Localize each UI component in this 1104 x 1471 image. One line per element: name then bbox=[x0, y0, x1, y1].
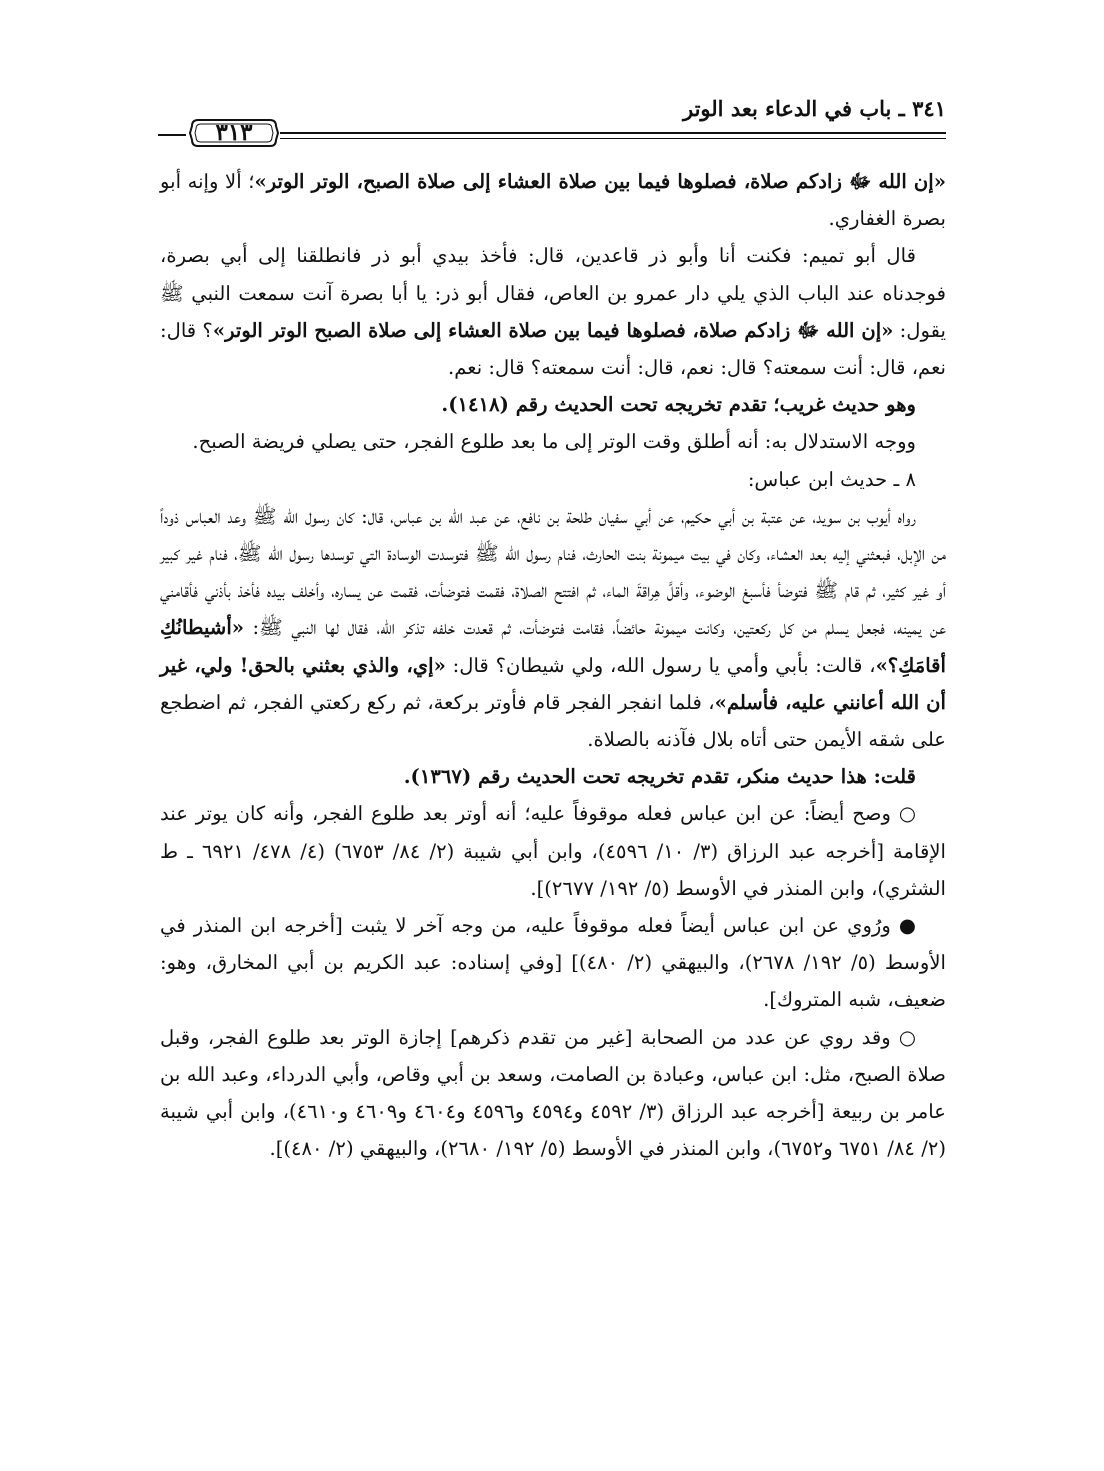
bold-text-segment: «أشيطانُكِ أقامَكِ؟» bbox=[160, 616, 946, 677]
page-number: ٣١٣ bbox=[215, 119, 253, 146]
text-segment: رواه أيوب بن سويد، عن عتبة بن أبي حكيم، عن أبي سفيان طلحة بن نافع، عن عبد الله بن عباس، قال: كان رسول الله ﷺ وعد العباس ذوداً من الإبل، فبعثني إليه بعد العشاء، وكان في بيت ميمونة بنت الحارث، فنام رسول الله ﷺ فتوسدت الوسادة التي توسدها رسول الله ﷺ، فنام غير كبير أو غير كثير، ثم قام ﷺ فتوضأ فأسبغ الوضوء، وأقلَّ هِراقةَ الماء، ثم افتتح الصلاة، فقمت فتوضأت، فقمت عن يساره، وأخلف بيده فأخذ بأذني فأقامني عن يمينه، فجعل يسلم من كل ركعتين، وكانت ميمونة حائضاً، فقامت فتوضأت، ثم قعدت خلفه تذكر الله، فقال لها النبي ﷺ: bbox=[160, 504, 946, 640]
paragraph-p4 bbox=[160, 423, 946, 460]
paragraph-p2 bbox=[160, 237, 946, 386]
text-segment: ؟ قال: نعم، قال: أنت سمعته؟ قال: نعم، قال: أنت سمعته؟ قال: نعم. bbox=[160, 318, 946, 380]
paragraph-p7 bbox=[160, 758, 946, 795]
paragraph-p3 bbox=[160, 386, 946, 423]
body-text bbox=[160, 163, 946, 1167]
text-segment: ووجه الاستدلال به: أنه أطلق وقت الوتر إلى ما بعد طلوع الفجر، حتى يصلي فريضة الصبح. bbox=[192, 430, 916, 454]
bold-text-segment: وهو حديث غريب؛ تقدم تخريجه تحت الحديث رقم (١٤١٨). bbox=[441, 393, 916, 417]
page-header bbox=[158, 88, 946, 158]
bold-text-segment: قلت: هذا حديث منكر، تقدم تخريجه تحت الحديث رقم (١٣٦٧). bbox=[403, 765, 916, 789]
text-segment: ○ وصح أيضاً: عن ابن عباس فعله موقوفاً عليه؛ أنه أوتر بعد طلوع الفجر، وأنه كان يوتر عند الإقامة [أخرجه عبد الرزاق (٣/ ١٠/ ٤٥٩٦)، وابن أبي شيبة (٢/ ٨٤/ ٦٧٥٣) (٤/ ٤٧٨/ ٦٩٢١ ـ ط الشثري)، وابن المنذر في الأوسط (٥/ ١٩٢/ ٢٦٧٧)]. bbox=[160, 802, 946, 900]
paragraph-p1 bbox=[160, 163, 946, 237]
bold-text-segment: «إي، والذي بعثني بالحق! ولي، غير أن الله أعانني عليه، فأسلم» bbox=[160, 653, 946, 714]
text-segment: قال أبو تميم: فكنت أنا وأبو ذر قاعدين، قال: فأخذ بيدي أبو ذر فانطلقنا إلى أبي بصرة، فوجدناه عند الباب الذي يلي دار عمرو بن العاص، فقال أبو ذر: يا أبا بصرة آنت سمعت النبي ﷺ يقول: bbox=[160, 244, 946, 342]
paragraph-p10 bbox=[160, 1019, 946, 1168]
text-segment: ٨ ـ حديث ابن عباس: bbox=[747, 467, 916, 491]
text-segment: ○ وقد روي عن عدد من الصحابة [غير من تقدم ذكرهم] إجازة الوتر بعد طلوع الفجر، وقبل صلاة الصبح، مثل: ابن عباس، وعبادة بن الصامت، وسعد بن أبي وقاص، وأبي الدرداء، وعبد الله بن عامر بن ربيعة [أخرجه عبد الرزاق (٣/ ٤٥٩٢ و٤٥٩٤ و٤٥٩٦ و٤٦٠٤ و٤٦٠٩ و٤٦١٠)، وابن أبي شيبة (٢/ ٨٤/ ٦٧٥١ و٦٧٥٢)، وابن المنذر في الأوسط (٥/ ١٩٢/ ٢٦٨٠)، والبيهقي (٢/ ٤٨٠)]. bbox=[160, 1025, 946, 1161]
chapter-title: ٣٤١ ـ باب في الدعاء بعد الوتر bbox=[683, 96, 946, 121]
header-rule bbox=[280, 132, 946, 134]
page-number-badge bbox=[188, 116, 280, 150]
header-rule-thin bbox=[280, 138, 946, 139]
text-segment: ، قالت: بأبي وأمي يا رسول الله، ولي شيطان؟ قال: bbox=[445, 653, 876, 677]
text-segment: ● ورُوي عن ابن عباس أيضاً فعله موقوفاً عليه، من وجه آخر لا يثبت [أخرجه ابن المنذر في الأوسط (٥/ ١٩٢/ ٢٦٧٨)، والبيهقي (٢/ ٤٨٠)] [وفي إسناده: عبد الكريم بن أبي المخارق، وهو: ضعيف، شبه المتروك]. bbox=[160, 914, 946, 1012]
text-segment: ، فلما انفجر الفجر قام فأوتر بركعة، ثم ركع ركعتي الفجر، ثم اضطجع على شقه الأيمن حتى أتاه بلال فآذنه بالصلاة. bbox=[160, 690, 946, 752]
paragraph-p9 bbox=[160, 907, 946, 1019]
text-segment: ؛ ألا وإنه أبو بصرة الغفاري. bbox=[160, 170, 946, 231]
header-rule-left bbox=[158, 134, 186, 136]
bold-text-segment: «إن الله ﷻ زادكم صلاة، فصلوها فيما بين صلاة العشاء إلى صلاة الصبح الوتر الوتر» bbox=[212, 318, 894, 342]
paragraph-p5 bbox=[160, 461, 946, 498]
bold-text-segment: «إن الله ﷻ زادكم صلاة، فصلوها فيما بين صلاة العشاء إلى صلاة الصبح، الوتر الوتر» bbox=[254, 170, 947, 193]
paragraph-p8 bbox=[160, 795, 946, 907]
paragraph-p6 bbox=[160, 498, 946, 758]
